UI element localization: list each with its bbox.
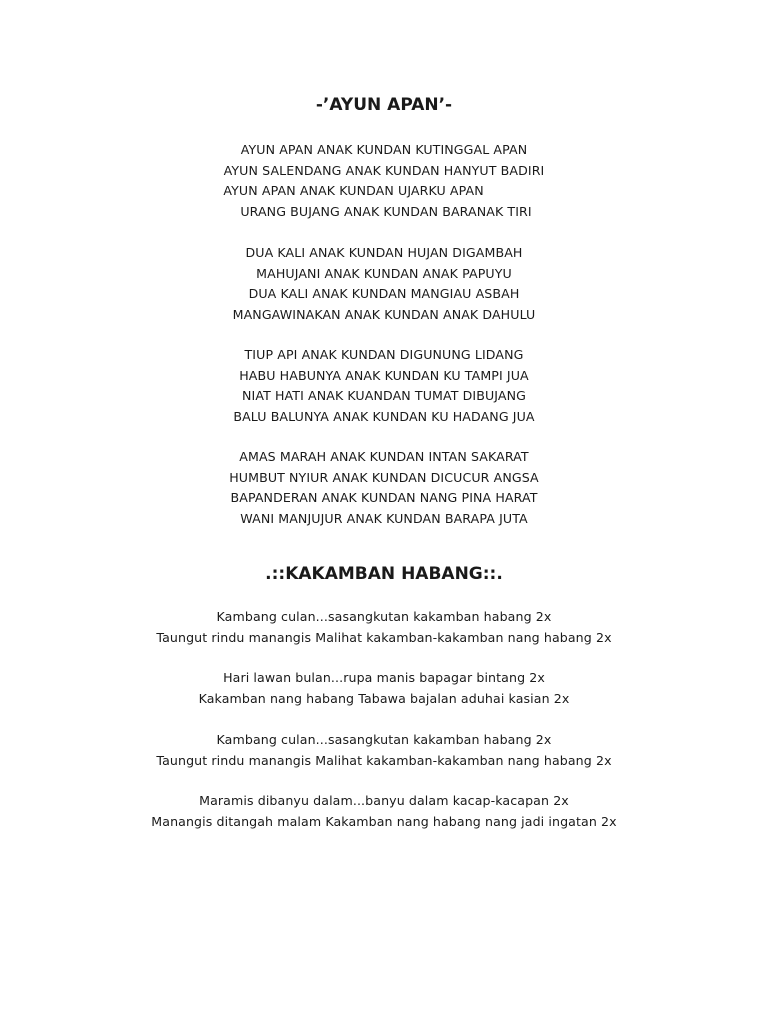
lyric-line: Maramis dibanyu dalam...banyu dalam kacap-kacapan 2x [199,793,569,808]
lyric-line: HABU HABUNYA ANAK KUNDAN KU TAMPI JUA [239,367,529,383]
lyric-line: AYUN SALENDANG ANAK KUNDAN HANYUT BADIRI [223,162,545,178]
lyric-line: Kambang culan...sasangkutan kakamban habang 2x [216,609,552,624]
lyric-line: Kambang culan...sasangkutan kakamban habang 2x [216,732,552,747]
lyric-line: AMAS MARAH ANAK KUNDAN INTAN SAKARAT [239,449,529,464]
lyric-line: DUA KALI ANAK KUNDAN MANGIAU ASBAH [248,286,520,301]
verse-2 [0,243,768,325]
lyric-line: AYUN APAN ANAK KUNDAN KUTINGGAL APAN [240,142,528,157]
lyric-line: WANI MANJUJUR ANAK KUNDAN BARAPA JUTA [240,510,528,526]
lyric-line: Taungut rindu manangis Malihat kakamban-kakamban nang habang 2x [156,629,612,645]
lyric-line: MAHUJANI ANAK KUNDAN ANAK PAPUYU [256,265,512,281]
lyric-line: DUA KALI ANAK KUNDAN HUJAN DIGAMBAH [245,245,523,260]
song-title-ayun-apan: -’AYUN APAN’- [315,95,453,115]
song-title-kakamban-habang: .::KAKAMBAN HABANG::. [265,564,503,584]
lyric-line: Hari lawan bulan...rupa manis bapagar bintang 2x [223,670,545,685]
lyric-line: NIAT HATI ANAK KUANDAN TUMAT DIBUJANG [242,388,526,403]
verse-3 [0,345,768,427]
stanza-3 [0,730,768,771]
stanza-2 [0,668,768,709]
lyric-line: Taungut rindu manangis Malihat kakamban-kakamban nang habang 2x [156,752,612,768]
lyric-line: AYUN APAN ANAK KUNDAN UJARKU APAN [223,183,517,198]
lyric-line: URANG BUJANG ANAK KUNDAN BARANAK TIRI [240,203,532,219]
lyric-line: TIUP API ANAK KUNDAN DIGUNUNG LIDANG [244,347,524,362]
lyric-line: Manangis ditangah malam Kakamban nang habang nang jadi ingatan 2x [151,813,617,829]
verse-1 [0,140,768,222]
stanza-4 [0,791,768,832]
lyric-line: HUMBUT NYIUR ANAK KUNDAN DICUCUR ANGSA [229,469,539,485]
lyric-line: BALU BALUNYA ANAK KUNDAN KU HADANG JUA [233,408,535,424]
stanza-1 [0,607,768,648]
lyric-line: Kakamban nang habang Tabawa bajalan aduhai kasian 2x [198,690,570,706]
lyric-line: BAPANDERAN ANAK KUNDAN NANG PINA HARAT [230,490,538,505]
lyric-line: MANGAWINAKAN ANAK KUNDAN ANAK DAHULU [232,306,536,322]
verse-4 [0,447,768,529]
